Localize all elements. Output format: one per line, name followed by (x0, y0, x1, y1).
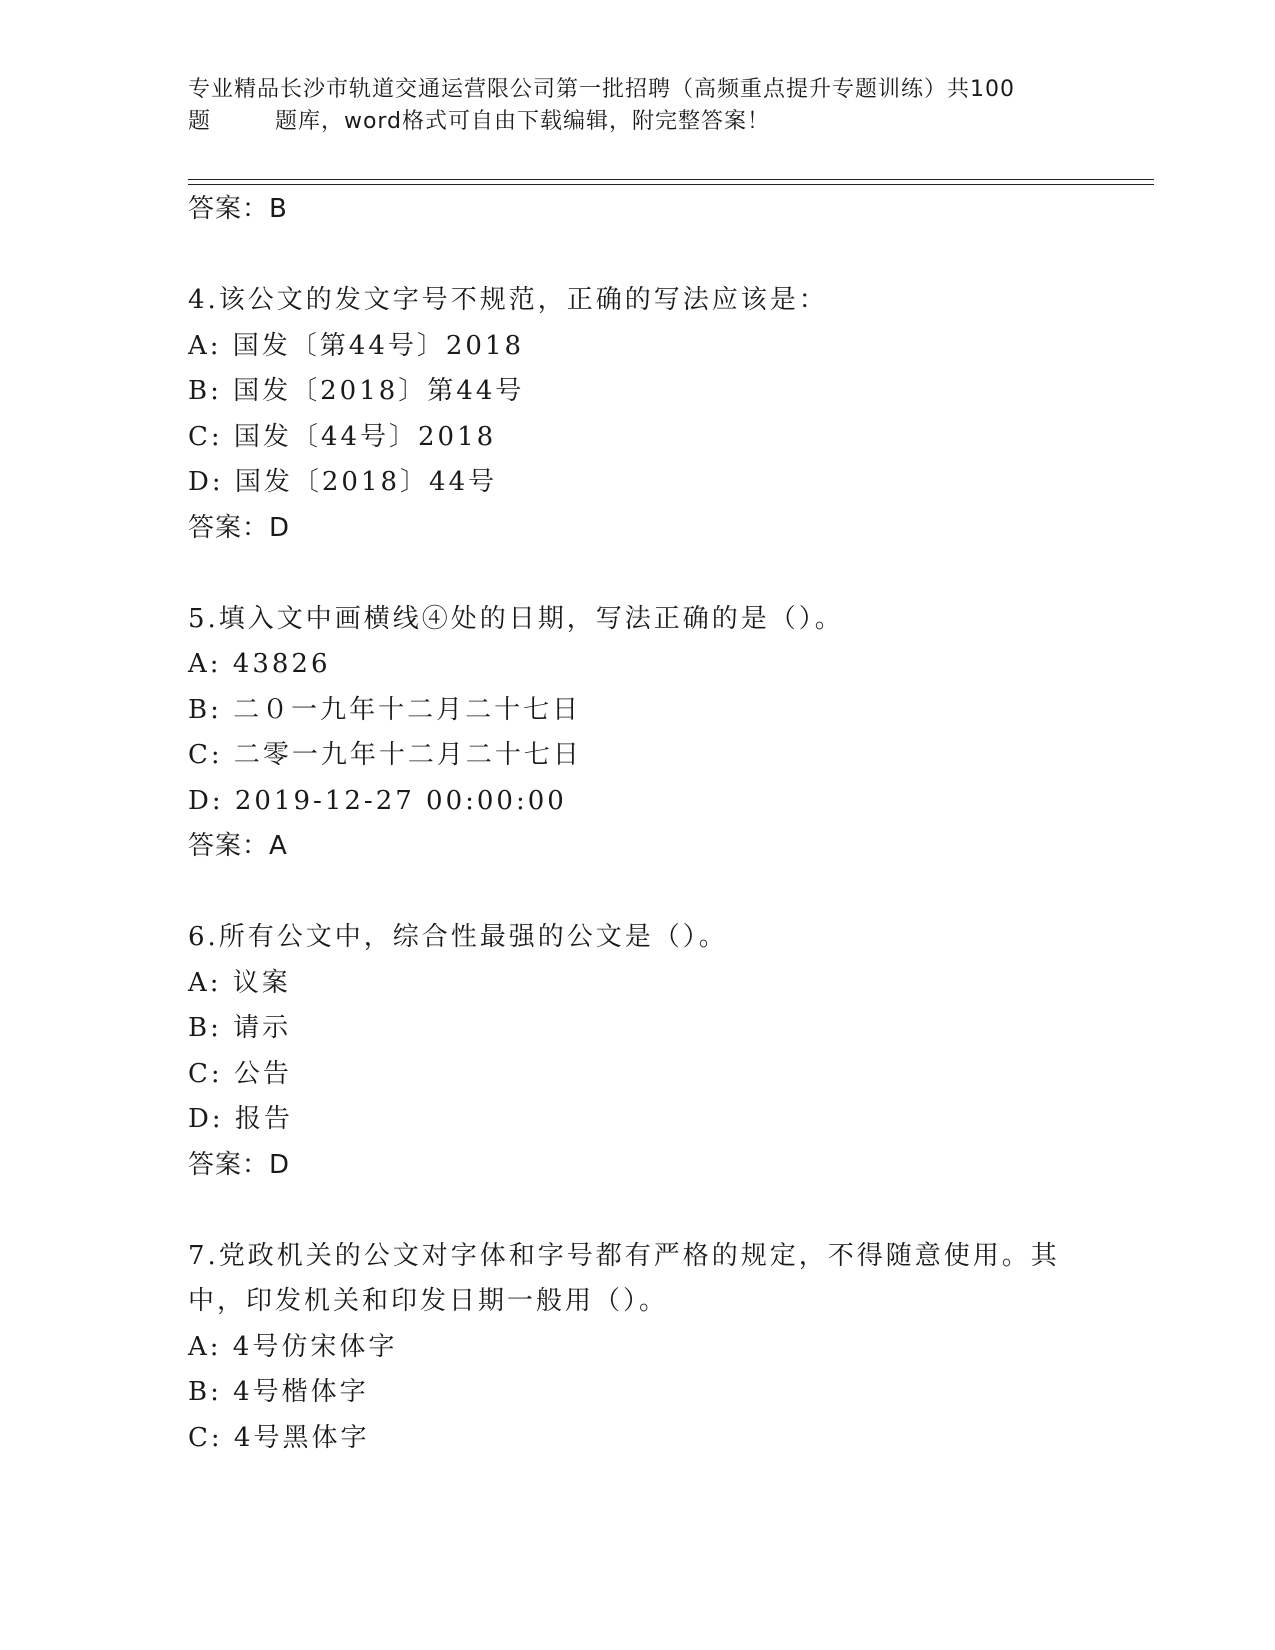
option-b: B: 二０一九年十二月二十七日 (188, 694, 582, 725)
question-stem: 4.该公文的发文字号不规范，正确的写法应该是： (188, 285, 828, 315)
option-c: C: 二零一九年十二月二十七日 (188, 740, 582, 770)
option-c: C: 公告 (188, 1058, 292, 1089)
answer: 答案：D (188, 512, 291, 543)
spacer (188, 870, 1088, 916)
option-d: D: 报告 (188, 1104, 293, 1134)
option-a: A: 43826 (188, 649, 331, 679)
document-body (188, 187, 1088, 1461)
header-rule-bottom (188, 184, 1154, 185)
header-line-2: 题 题库，word格式可自由下载编辑，附完整答案！ (188, 109, 771, 134)
question-5 (188, 597, 1088, 870)
option-c: C: 4号黑体字 (188, 1422, 370, 1453)
spacer (188, 1188, 1088, 1234)
option-b: B: 国发〔2018〕第44号 (188, 376, 525, 406)
header-rule-top (188, 179, 1154, 180)
option-d: D: 2019-12-27 00:00:00 (188, 785, 567, 816)
question-stem: 6.所有公文中，综合性最强的公文是（）。 (188, 922, 728, 952)
question-stem: 5.填入文中画横线④处的日期，写法正确的是（）。 (188, 603, 844, 634)
question-stem-continued: 中，印发机关和印发日期一般用（）。 (188, 1286, 669, 1316)
option-a: A: 4号仿宋体字 (188, 1331, 398, 1362)
question-6 (188, 915, 1088, 1188)
option-c: C: 国发〔44号〕2018 (188, 421, 497, 452)
option-a: A: 国发〔第44号〕2018 (188, 330, 525, 361)
option-b: B: 请示 (188, 1013, 292, 1043)
question-7 (188, 1234, 1088, 1462)
spacer (188, 551, 1088, 597)
header-line-1: 专业精品长沙市轨道交通运营限公司第一批招聘（高频重点提升专题训练）共100 (188, 77, 1015, 102)
document-header (188, 74, 1068, 138)
option-b: B: 4号楷体字 (188, 1377, 369, 1407)
question-4 (188, 278, 1088, 551)
answer: 答案：A (188, 831, 288, 861)
option-d: D: 国发〔2018〕44号 (188, 467, 498, 497)
spacer (188, 233, 1088, 279)
previous-answer: 答案：B (188, 194, 288, 224)
answer: 答案：D (188, 1149, 291, 1180)
question-stem: 7.党政机关的公文对字体和字号都有严格的规定，不得随意使用。其 (188, 1240, 1060, 1271)
option-a: A: 议案 (188, 967, 291, 998)
